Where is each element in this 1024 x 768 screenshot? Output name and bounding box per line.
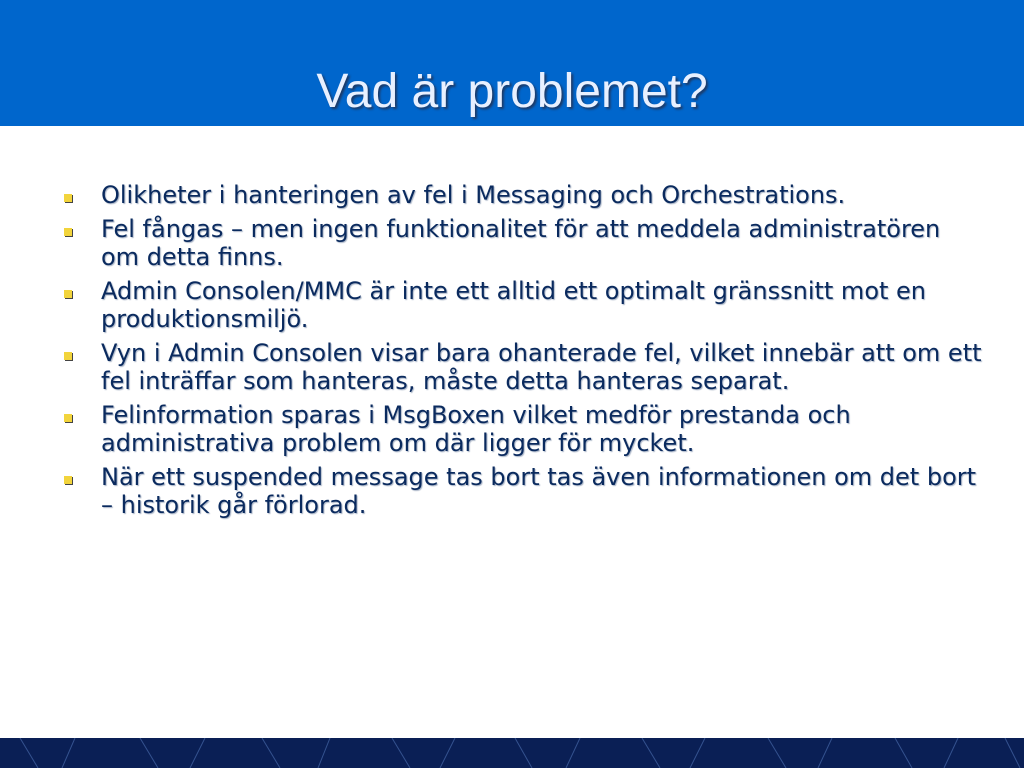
bullet-item	[62, 215, 982, 271]
bullet-text: När ett suspended message tas bort tas även informationen om det bort – historik går förlorad.	[101, 463, 977, 519]
footer-decoration	[0, 738, 1024, 768]
bullet-item	[62, 463, 982, 519]
bullet-text: Olikheter i hanteringen av fel i Messaging och Orchestrations.	[101, 181, 846, 209]
bullet-item	[62, 339, 982, 395]
bullet-text: Vyn i Admin Consolen visar bara ohanterade fel, vilket innebär att om ett fel inträffar som hanteras, måste detta hanteras separat.	[101, 339, 982, 395]
square-bullet-icon	[64, 414, 72, 422]
bullet-text: Fel fångas – men ingen funktionalitet för att meddela administratören om detta finns.	[101, 215, 941, 271]
bullet-list	[62, 181, 982, 525]
bullet-item	[62, 181, 982, 209]
square-bullet-icon	[64, 352, 72, 360]
bullet-text: Admin Consolen/MMC är inte ett alltid ett optimalt gränssnitt mot en produktionsmiljö.	[101, 277, 927, 333]
footer-band	[0, 738, 1024, 768]
square-bullet-icon	[64, 476, 72, 484]
square-bullet-icon	[64, 228, 72, 236]
square-bullet-icon	[64, 290, 72, 298]
bullet-text: Felinformation sparas i MsgBoxen vilket medför prestanda och administrativa problem om där ligger för mycket.	[101, 401, 851, 457]
bullet-item	[62, 277, 982, 333]
slide-title: Vad är problemet?	[316, 65, 708, 118]
bullet-item	[62, 401, 982, 457]
square-bullet-icon	[64, 194, 72, 202]
